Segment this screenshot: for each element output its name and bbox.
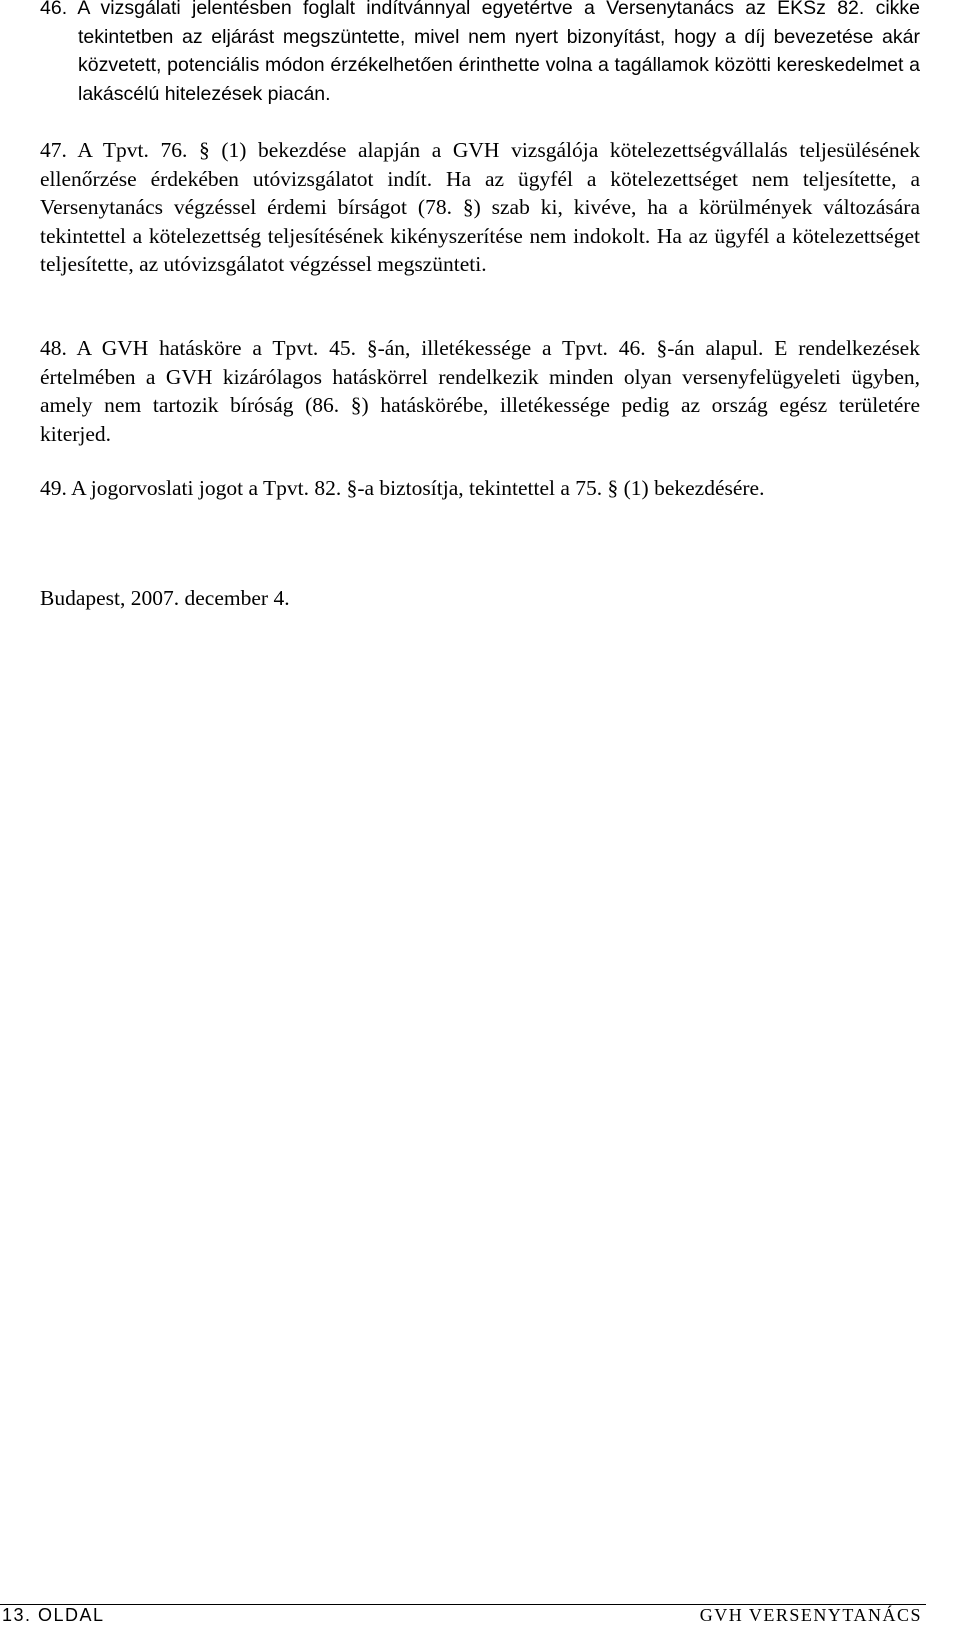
footer-org-name: GVH VERSENYTANÁCS [699, 1605, 922, 1625]
place-date-signoff: Budapest, 2007. december 4. [40, 586, 290, 610]
paragraph-text: A jogorvoslati jogot a Tpvt. 82. §-a biztosítja, tekintettel a 75. § (1) bekezdésére. [71, 476, 765, 500]
paragraph-number: 46. [40, 0, 68, 19]
paragraph-48 [40, 334, 920, 448]
paragraph-47 [40, 136, 920, 279]
paragraph-text: A GVH hatásköre a Tpvt. 45. §-án, illetékessége a Tpvt. 46. §-án alapul. E rendelkezések értelmében a GVH kizárólagos hatáskörrel rendelkezik minden olyan versenyfelügyeleti ügyben, amely nem tartozik bíróság (86. §) hatáskörébe, illetékessége pedig az ország egész területére kiterjed. [40, 336, 920, 446]
paragraph-number: 48. [40, 336, 67, 360]
paragraph-number: 49. [40, 476, 67, 500]
footer-page-label: 13. OLDAL [2, 1605, 105, 1625]
paragraph-text: A Tpvt. 76. § (1) bekezdése alapján a GVH vizsgálója kötelezettségvállalás teljesülésének ellenőrzése érdekében utóvizsgálatot indít. Ha az ügyfél a kötelezettséget nem teljesítette, a Versenytanács végzéssel érdemi bírságot (78. §) szab ki, kivéve, ha a körülmények változására tekintettel a kötelezettség teljesítésének kikényszerítése nem indokolt. Ha az ügyfél a kötelezettséget teljesítette, az utóvizsgálatot végzéssel megszünteti. [40, 138, 920, 276]
paragraph-49 [40, 474, 920, 503]
paragraph-46 [40, 0, 920, 108]
paragraph-text: A vizsgálati jelentésben foglalt indítvánnyal egyetértve a Versenytanács az EKSz 82. cikke tekintetben az eljárást megszüntette, mivel nem nyert bizonyítást, hogy a díj bevezetése akár közvetett, potenciális módon érzékelhetően érinthette volna a tagállamok közötti kereskedelmet a lakáscélú hitelezések piacán. [77, 0, 920, 105]
paragraph-number: 47. [40, 138, 67, 162]
